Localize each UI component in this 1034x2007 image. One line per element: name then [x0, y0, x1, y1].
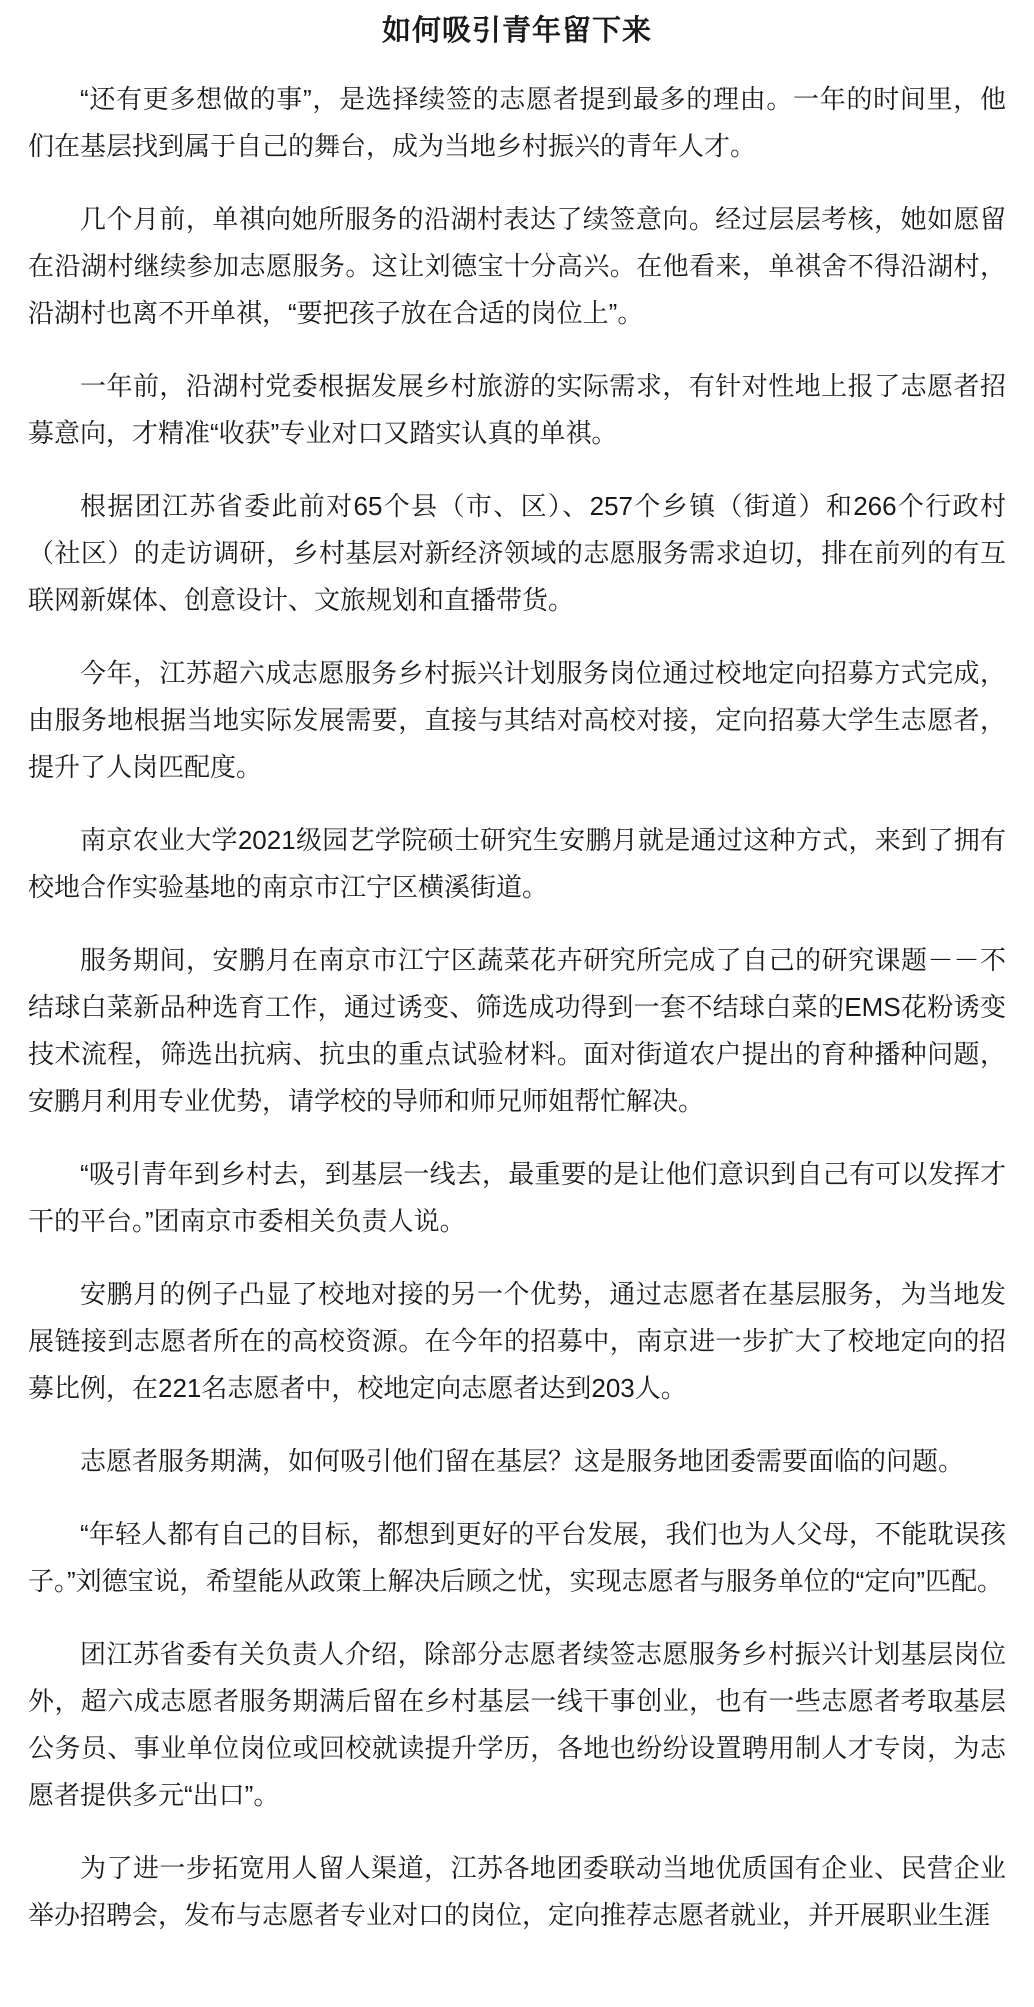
article-paragraph-6: 南京农业大学2021级园艺学院硕士研究生安鹏月就是通过这种方式，来到了拥有校地合作实验基地的南京市江宁区横溪街道。 — [28, 825, 1006, 902]
article-paragraph-12: 团江苏省委有关负责人介绍，除部分志愿者续签志愿服务乡村振兴计划基层岗位外，超六成志愿者服务期满后留在乡村基层一线干事创业，也有一些志愿者考取基层公务员、事业单位岗位或回校就读提升学历，各地也纷纷设置聘用制人才专岗，为志愿者提供多元“出口”。 — [28, 1639, 1006, 1810]
article-paragraph-1: “还有更多想做的事”，是选择续签的志愿者提到最多的理由。一年的时间里，他们在基层找到属于自己的舞台，成为当地乡村振兴的青年人才。 — [28, 84, 1006, 161]
article-content — [0, 14, 1034, 1939]
article-paragraph-8: “吸引青年到乡村去，到基层一线去，最重要的是让他们意识到自己有可以发挥才干的平台。”团南京市委相关负责人说。 — [28, 1159, 1006, 1236]
article-title: 如何吸引青年留下来 — [381, 15, 652, 47]
article-paragraph-2: 几个月前，单祺向她所服务的沿湖村表达了续签意向。经过层层考核，她如愿留在沿湖村继续参加志愿服务。这让刘德宝十分高兴。在他看来，单祺舍不得沿湖村，沿湖村也离不开单祺，“要把孩子放在合适的岗位上”。 — [28, 204, 1006, 328]
article-paragraph-4: 根据团江苏省委此前对65个县（市、区）、257个乡镇（街道）和266个行政村（社区）的走访调研，乡村基层对新经济领域的志愿服务需求迫切，排在前列的有互联网新媒体、创意设计、文旅规划和直播带货。 — [28, 491, 1006, 615]
article-paragraph-5: 今年，江苏超六成志愿服务乡村振兴计划服务岗位通过校地定向招募方式完成，由服务地根据当地实际发展需要，直接与其结对高校对接，定向招募大学生志愿者，提升了人岗匹配度。 — [28, 658, 1006, 782]
article-paragraph-7: 服务期间，安鹏月在南京市江宁区蔬菜花卉研究所完成了自己的研究课题－－不结球白菜新品种选育工作，通过诱变、筛选成功得到一套不结球白菜的EMS花粉诱变技术流程，筛选出抗病、抗虫的重点试验材料。面对街道农户提出的育种播种问题，安鹏月利用专业优势，请学校的导师和师兄师姐帮忙解决。 — [28, 945, 1006, 1116]
article-paragraph-13: 为了进一步拓宽用人留人渠道，江苏各地团委联动当地优质国有企业、民营企业举办招聘会，发布与志愿者专业对口的岗位，定向推荐志愿者就业，并开展职业生涯 — [28, 1853, 1006, 1930]
article-paragraph-10: 志愿者服务期满，如何吸引他们留在基层？这是服务地团委需要面临的问题。 — [80, 1446, 965, 1476]
article-body — [28, 76, 1006, 1939]
article-paragraph-9: 安鹏月的例子凸显了校地对接的另一个优势，通过志愿者在基层服务，为当地发展链接到志愿者所在的高校资源。在今年的招募中，南京进一步扩大了校地定向的招募比例，在221名志愿者中，校地定向志愿者达到203人。 — [28, 1279, 1006, 1403]
article-paragraph-3: 一年前，沿湖村党委根据发展乡村旅游的实际需求，有针对性地上报了志愿者招募意向，才精准“收获”专业对口又踏实认真的单祺。 — [28, 371, 1006, 448]
article-paragraph-11: “年轻人都有自己的目标，都想到更好的平台发展，我们也为人父母，不能耽误孩子。”刘德宝说，希望能从政策上解决后顾之忧，实现志愿者与服务单位的“定向”匹配。 — [28, 1519, 1006, 1596]
